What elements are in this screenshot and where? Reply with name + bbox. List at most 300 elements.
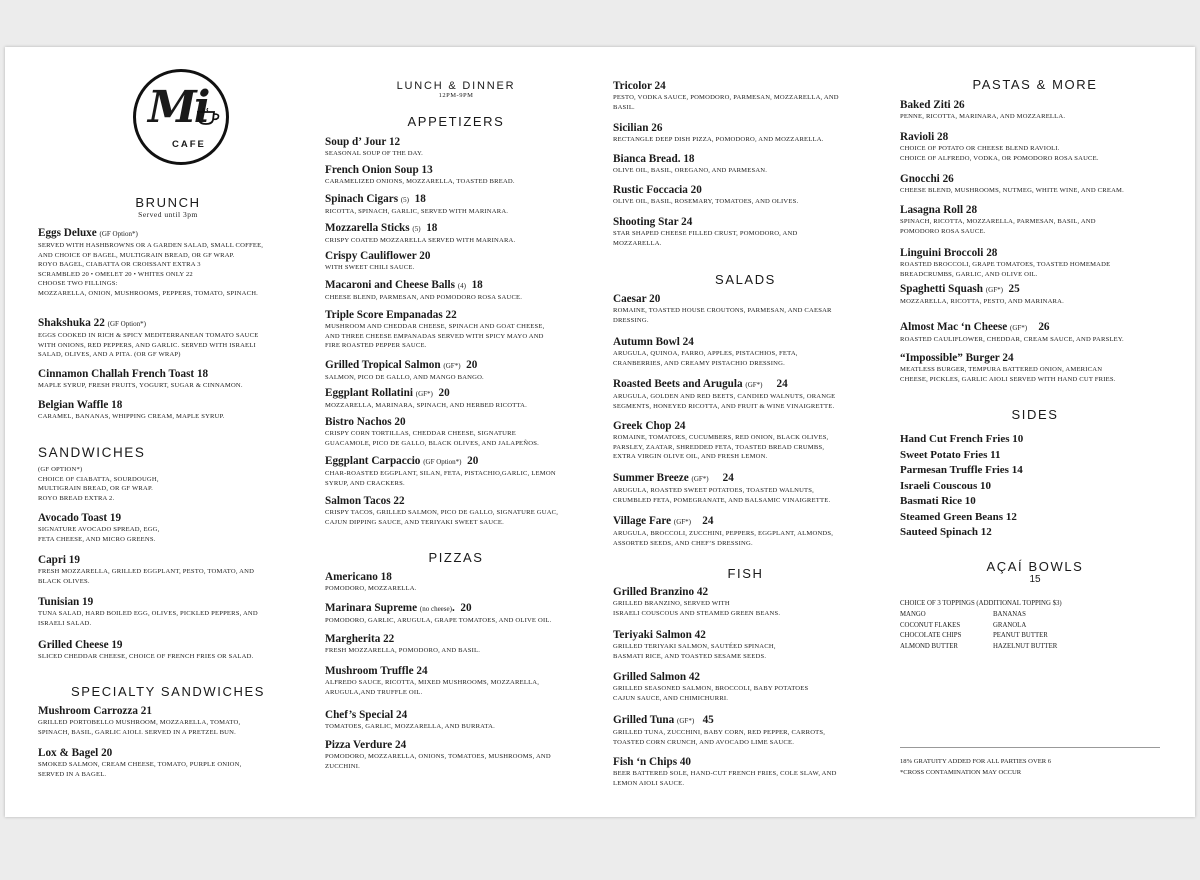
pizzas-header (325, 550, 587, 565)
footer-divider (900, 747, 1160, 748)
item-price: 18 (420, 222, 438, 234)
item-name-text: Grilled Cheese 19 (38, 639, 123, 651)
menu-item (613, 629, 878, 661)
acai-topping: CHOCOLATE CHIPS (900, 632, 962, 639)
menu-item-name (38, 317, 298, 331)
item-description-line: MUSHROOM AND CHEDDAR CHEESE, SPINACH AND GOAT CHEESE, (325, 323, 545, 330)
item-description-line: ASSORTED SEEDS, AND CHEF’S DRESSING. (613, 539, 753, 547)
menu-item (613, 80, 878, 112)
item-name-text: Mushroom Truffle 24 (325, 665, 428, 677)
item-name-text: Grilled Tropical Salmon (325, 359, 441, 371)
menu-item-name (900, 352, 1170, 365)
item-name-text: Autumn Bowl 24 (613, 336, 694, 348)
menu-item-name (38, 639, 298, 652)
item-description-line: ROYO BAGEL, CIABATTA OR CROISSANT EXTRA 3 (38, 261, 201, 269)
lunch-hours: 12PM-9PM (438, 92, 474, 99)
item-description-line: WITH SWEET CHILI SAUCE. (325, 264, 415, 271)
acai-price: 15 (1029, 574, 1041, 585)
item-description-line: ARUGULA, BROCCOLI, ZUCCHINI, PEPPERS, EGGPLANT, ALMONDS, (613, 530, 834, 537)
menu-item-name (38, 368, 298, 381)
side-item: Sweet Potato Fries 11 (900, 448, 1001, 461)
menu-item-name (613, 336, 878, 349)
menu-item-name (900, 204, 1170, 217)
menu-item (38, 317, 298, 360)
item-description-line: CRANBERRIES, AND CREAMY PISTACHIO DRESSING. (613, 359, 785, 367)
item-note: (GF*) (691, 475, 709, 483)
item-description-line: BASMATI RICE, AND TOASTED SESAME SEEDS. (613, 652, 767, 660)
menu-item (613, 293, 878, 325)
item-description-line: POMODORO, MOZZARELLA. (325, 585, 417, 592)
item-description-line: ISRAELI SALAD. (38, 619, 92, 627)
acai-intro: CHOICE OF 3 TOPPINGS (ADDITIONAL TOPPING $3) (900, 600, 1062, 607)
menu-item (613, 515, 878, 548)
side-item: Steamed Green Beans 12 (900, 510, 1017, 523)
acai-title: AÇAÍ BOWLS (986, 559, 1084, 574)
menu-item-name (613, 80, 878, 93)
item-description-line: SERVED IN A BAGEL. (38, 770, 107, 778)
menu-item-name (613, 671, 878, 684)
salads-header (613, 272, 878, 287)
pastas-header (900, 77, 1170, 92)
menu-item (613, 336, 878, 368)
item-name-text: Pizza Verdure 24 (325, 739, 407, 751)
sides-list (900, 432, 1023, 541)
item-name-text: Mushroom Carrozza 21 (38, 705, 152, 717)
menu-item-name (325, 164, 587, 177)
item-name-text: Grilled Salmon 42 (613, 671, 701, 683)
item-name-text: Summer Breeze (613, 472, 689, 484)
sandwiches-intro-line: (GF OPTION*) (38, 466, 83, 473)
item-description-line: SALMON, PICO DE GALLO, AND MANGO BANGO. (325, 374, 484, 381)
menu-item-name (613, 472, 878, 486)
item-description-line: ARUGULA, GOLDEN AND RED BEETS, CANDIED WALNUTS, ORANGE (613, 393, 836, 400)
item-description-line: SIGNATURE AVOCADO SPREAD, EGG, (38, 526, 160, 533)
lunch-header (325, 80, 587, 99)
menu-item (38, 747, 298, 779)
menu-item-name (38, 705, 298, 718)
item-description-line: ROASTED BROCCOLI, GRAPE TOMATOES, TOASTED HOMEMADE (900, 261, 1111, 268)
menu-item (325, 571, 587, 594)
item-description-line: TOMATOES, GARLIC, MOZZARELLA, AND BURRATA. (325, 723, 495, 730)
item-description-line: ZUCCHINI. (325, 762, 360, 770)
item-description-line: TOASTED CORN CRUNCH, AND AVOCADO LIME SAUCE. (613, 738, 795, 746)
item-note: (GF*) (677, 717, 695, 725)
item-name-text: Village Fare (613, 515, 672, 527)
menu-item (900, 99, 1170, 122)
item-price: 25 (1002, 283, 1020, 295)
menu-item (613, 756, 878, 788)
item-name-text: Fish ‘n Chips 40 (613, 756, 692, 768)
menu-item-name (613, 714, 878, 728)
item-description-line: SALAD, OLIVES, AND A PITA. (OR GF WRAP) (38, 351, 181, 359)
menu-item-name (613, 293, 878, 306)
menu-item-name (325, 193, 587, 207)
item-description-line: GRILLED PORTOBELLO MUSHROOM, MOZZARELLA, TOMATO, (38, 719, 241, 726)
item-note: (5) (400, 196, 410, 204)
item-description-line: TUNA SALAD, HARD BOILED EGG, OLIVES, PICKLED PEPPERS, AND (38, 610, 258, 617)
sides-title: SIDES (1011, 407, 1059, 422)
fish-title: FISH (727, 566, 764, 581)
acai-topping: COCONUT FLAKES (900, 621, 961, 629)
item-name-text: Baked Ziti 26 (900, 99, 965, 111)
item-name-text: Cinnamon Challah French Toast 18 (38, 368, 209, 380)
side-item: Basmati Rice 10 (900, 495, 976, 507)
coffee-cup-icon (196, 108, 222, 126)
item-description-line: SPINACH, RICOTTA, MOZZARELLA, PARMESAN, BASIL, AND (900, 218, 1096, 225)
item-description-line: MAPLE SYRUP, FRESH FRUITS, YOGURT, SUGAR & CINNAMON. (38, 382, 243, 389)
acai-toppings-left (900, 610, 990, 652)
item-name-text: Lasagna Roll 28 (900, 204, 978, 216)
item-note: (GF*) (415, 390, 433, 398)
menu-item (325, 665, 587, 697)
menu-item-name (325, 602, 587, 616)
item-description-line: PENNE, RICOTTA, MARINARA, AND MOZZARELLA. (900, 113, 1066, 120)
menu-item (325, 164, 587, 187)
menu-item-name (325, 222, 587, 236)
item-name-text: Almost Mac ‘n Cheese (900, 321, 1008, 333)
menu-item-name (613, 153, 878, 166)
salads-title: SALADS (715, 272, 776, 287)
item-description-line: MOZZARELLA, ONION, MUSHROOMS, PEPPERS, TOMATO, SPINACH. (38, 289, 259, 297)
item-description-line: OLIVE OIL, BASIL, OREGANO, AND PARMESAN. (613, 167, 768, 174)
item-description-line: RICOTTA, SPINACH, GARLIC, SERVED WITH MARINARA. (325, 208, 509, 215)
item-description-line: ARUGULA, ROASTED SWEET POTATOES, TOASTED WALNUTS, (613, 487, 814, 494)
menu-item (325, 387, 587, 411)
item-name-text: “Impossible” Burger 24 (900, 352, 1014, 364)
menu-item (613, 472, 878, 505)
menu-item (38, 554, 298, 586)
menu-item (38, 512, 298, 544)
item-note: (no cheese) (419, 605, 452, 613)
item-name-text: Gnocchi 26 (900, 173, 954, 185)
side-item: Parmesan Truffle Fries 14 (900, 464, 1023, 476)
menu-item (38, 227, 298, 299)
menu-item (613, 216, 878, 248)
item-note: (5) (412, 225, 421, 233)
sandwiches-section (38, 445, 146, 460)
menu-item (613, 671, 878, 703)
item-note: (GF Option*) (107, 320, 146, 328)
acai-topping: MANGO (900, 611, 926, 618)
logo-cafe-text: CAFE (172, 139, 206, 150)
item-description-line: STAR SHAPED CHEESE FILLED CRUST, POMODORO, AND (613, 230, 798, 237)
item-description-line: ROASTED CAULIFLOWER, CHEDDAR, CREAM SAUCE, AND PARSLEY. (900, 336, 1124, 343)
item-name-text: Margherita 22 (325, 633, 395, 645)
item-name-text: Crispy Cauliflower 20 (325, 250, 431, 262)
menu-item (325, 416, 587, 448)
acai-header (900, 559, 1170, 585)
side-item: Sauteed Spinach 12 (900, 526, 992, 538)
item-note: (GF*) (985, 286, 1003, 294)
sandwiches-intro-line: CHOICE OF CIABATTA, SOURDOUGH, (38, 475, 159, 483)
menu-item-name (38, 399, 298, 412)
side-item: Israeli Couscous 10 (900, 479, 992, 492)
item-description-line: CHEESE BLEND, MUSHROOMS, NUTMEG, WHITE WINE, AND CREAM. (900, 187, 1124, 194)
acai-topping: HAZELNUT BUTTER (993, 642, 1058, 650)
item-name-text: Bistro Nachos 20 (325, 416, 406, 428)
item-description-line: EGGS COOKED IN RICH & SPICY MEDITERRANEAN TOMATO SAUCE (38, 332, 259, 339)
item-price: 20 (460, 359, 478, 371)
item-description-line: GUACAMOLE, PICO DE GALLO, BLACK OLIVES, AND JALAPEÑOS. (325, 439, 539, 447)
item-name-text: Capri 19 (38, 554, 80, 566)
item-name-text: French Onion Soup 13 (325, 164, 433, 176)
item-description-line: BLACK OLIVES. (38, 577, 90, 585)
item-name-text: Sicilian 26 (613, 122, 663, 134)
menu-item-name (325, 416, 587, 429)
sandwiches-intro-line: MULTIGRAIN BREAD, OR GF WRAP. (38, 485, 153, 493)
item-name-text: Mozzarella Sticks (325, 222, 410, 234)
item-description-line: POMODORO, MOZZARELLA, ONIONS, TOMATOES, MUSHROOMS, AND (325, 753, 551, 760)
item-description-line: CHOOSE TWO FILLINGS: (38, 280, 118, 288)
item-description-line: GRILLED BRANZINO, SERVED WITH (613, 600, 730, 607)
cross-contamination-note: *CROSS CONTAMINATION MAY OCCUR (900, 768, 1022, 776)
item-description-line: FRESH MOZZARELLA, GRILLED EGGPLANT, PESTO, TOMATO, AND (38, 568, 255, 575)
menu-item-name (900, 247, 1170, 260)
item-description-line: CAJUN DIPPING SAUCE, AND TERIYAKI SWEET SAUCE. (325, 518, 504, 526)
menu-item (325, 709, 587, 732)
gratuity-note: 18% GRATUITY ADDED FOR ALL PARTIES OVER 6 (900, 758, 1052, 765)
menu-item (613, 122, 878, 145)
item-description-line: SEASONAL SOUP OF THE DAY. (325, 150, 424, 157)
item-description-line: RECTANGLE DEEP DISH PIZZA, POMODORO, AND MOZZARELLA. (613, 136, 824, 143)
brunch-header (38, 195, 298, 219)
menu-item-name (613, 515, 878, 529)
item-description-line: POMODORO, GARLIC, ARUGULA, GRAPE TOMATOES, AND OLIVE OIL. (325, 617, 552, 624)
item-name-text: Shooting Star 24 (613, 216, 693, 228)
item-description-line: CHOICE OF POTATO OR CHEESE BLEND RAVIOLI. (900, 145, 1060, 152)
item-description-line: DRESSING. (613, 316, 649, 324)
menu-item-name (38, 227, 298, 241)
item-name-text: Shakshuka 22 (38, 317, 105, 329)
item-note: (GF Option*) (423, 458, 462, 466)
menu-item (325, 136, 587, 159)
menu-item-name (900, 99, 1170, 112)
item-description-line: BREADCRUMBS, GARLIC, AND OLIVE OIL. (900, 270, 1038, 278)
menu-item-name (900, 173, 1170, 186)
menu-item-name (613, 420, 878, 433)
item-description-line: CRISPY CORN TORTILLAS, CHEDDAR CHEESE, SIGNATURE (325, 430, 516, 437)
menu-item (613, 153, 878, 176)
menu-item-name (325, 455, 587, 469)
menu-item-name (613, 184, 878, 197)
menu-item (38, 705, 298, 737)
item-name-text: Linguini Broccoli 28 (900, 247, 998, 259)
specialty-section (38, 684, 298, 699)
menu-item (900, 204, 1170, 236)
menu-item (613, 586, 878, 618)
item-price: . 20 (451, 602, 472, 614)
menu-item (900, 352, 1170, 384)
sides-header (900, 407, 1170, 422)
menu-item (325, 495, 587, 527)
mi-cafe-logo (133, 69, 229, 165)
pizzas-title: PIZZAS (428, 550, 484, 565)
acai-topping: PEANUT BUTTER (993, 632, 1048, 639)
menu-item (38, 639, 298, 662)
item-description-line: PARSLEY, ZAATAR, SHREDDED FETA, TOASTED BREAD CRUMBS, (613, 443, 825, 451)
item-name-text: Eggs Deluxe (38, 227, 97, 239)
menu-item (900, 283, 1170, 307)
item-name-text: Greek Chop 24 (613, 420, 686, 432)
item-name-text: Americano 18 (325, 571, 392, 583)
menu-item-name (325, 633, 587, 646)
menu-item-name (325, 571, 587, 584)
menu-item-name (325, 359, 587, 373)
item-description-line: FIRE ROASTED PEPPER SAUCE. (325, 342, 427, 350)
item-name-text: Teriyaki Salmon 42 (613, 629, 706, 641)
item-description-line: SPINACH, BASIL, GARLIC AIOLI. SERVED IN A PRETZEL BUN. (38, 728, 236, 736)
item-description-line: ISRAELI COUSCOUS AND STEAMED GREEN BEANS. (613, 609, 781, 617)
item-description-line: SERVED WITH HASHBROWNS OR A GARDEN SALAD, SMALL COFFEE, (38, 242, 264, 249)
menu-item-name (325, 136, 587, 149)
menu-item (325, 739, 587, 771)
item-description-line: BASIL. (613, 103, 635, 111)
item-price: 20 (461, 455, 479, 467)
item-price: 24 (691, 515, 714, 527)
brunch-title: BRUNCH (135, 195, 201, 210)
item-description-line: SYRUP, AND CRACKERS. (325, 479, 405, 487)
item-description-line: CARAMEL, BANANAS, WHIPPING CREAM, MAPLE SYRUP. (38, 413, 225, 420)
item-price: 18 (465, 279, 483, 291)
item-description-line: CRISPY COATED MOZZARELLA SERVED WITH MARINARA. (325, 237, 516, 244)
menu-item-name (900, 131, 1170, 144)
item-note: (GF*) (673, 518, 692, 526)
specialty-title: SPECIALTY SANDWICHES (70, 684, 266, 699)
menu-item (325, 359, 587, 383)
menu-item-name (325, 665, 587, 678)
item-name-text: Eggplant Carpaccio (325, 455, 421, 467)
item-price: 20 (432, 387, 450, 399)
item-description-line: ARUGULA,AND TRUFFLE OIL. (325, 688, 423, 696)
item-name-text: Macaroni and Cheese Balls (325, 279, 456, 291)
menu-item (325, 222, 587, 246)
item-description-line: FETA CHEESE, AND MICRO GREENS. (38, 535, 156, 543)
menu-item-name (38, 747, 298, 760)
item-description-line: POMODORO ROSA SAUCE. (900, 227, 986, 235)
menu-item-name (900, 283, 1170, 297)
item-description-line: PESTO, VODKA SAUCE, POMODORO, PARMESAN, MOZZARELLA, AND (613, 94, 839, 101)
menu-item (900, 131, 1170, 163)
item-price: 24 (708, 472, 734, 484)
item-description-line: ARUGULA, QUINOA, FARRO, APPLES, PISTACHIOS, FETA, (613, 350, 798, 357)
side-item: Hand Cut French Fries 10 (900, 433, 1024, 445)
item-description-line: GRILLED TERIYAKI SALMON, SAUTÉED SPINACH, (613, 643, 776, 650)
menu-item-name (613, 756, 878, 769)
item-description-line: CRISPY TACOS, GRILLED SALMON, PICO DE GALLO, SIGNATURE GUAC, (325, 509, 559, 516)
item-description-line: ROMAINE, TOASTED HOUSE CROUTONS, PARMESAN, AND CAESAR (613, 307, 832, 314)
item-description-line: BEER BATTERED SOLE, HAND-CUT FRENCH FRIES, COLE SLAW, AND (613, 770, 837, 777)
item-name-text: Chef’s Special 24 (325, 709, 408, 721)
menu-item-name (325, 739, 587, 752)
sandwiches-intro-line: ROYO BREAD EXTRA 2. (38, 494, 115, 502)
item-description-line: GRILLED SEASONED SALMON, BROCCOLI, BABY POTATOES (613, 685, 809, 692)
logo-mi-text: Mi (148, 82, 208, 133)
item-description-line: GRILLED TUNA, ZUCCHINI, BABY CORN, RED PEPPER, CARROTS, (613, 729, 826, 736)
item-description-line: OLIVE OIL, BASIL, ROSEMARY, TOMATOES, AND OLIVES. (613, 198, 799, 205)
item-name-text: Salmon Tacos 22 (325, 495, 405, 507)
item-note: (4) (457, 282, 466, 290)
item-description-line: CAJUN SAUCE, AND CHIMICHURRI. (613, 694, 729, 702)
menu-item (900, 247, 1170, 279)
item-note: (GF*) (745, 381, 763, 389)
menu-item-name (325, 495, 587, 508)
menu-item-name (613, 378, 878, 392)
sandwiches-intro (38, 465, 298, 503)
item-description-line: ALFREDO SAUCE, RICOTTA, MIXED MUSHROOMS, MOZZARELLA, (325, 679, 540, 686)
menu-item-name (900, 321, 1170, 335)
item-description-line: EXTRA VIRGIN OLIVE OIL, AND FRESH LEMON. (613, 453, 768, 461)
item-name-text: Avocado Toast 19 (38, 512, 122, 524)
menu-item (38, 596, 298, 628)
pastas-title: PASTAS & MORE (972, 77, 1098, 92)
menu-item (613, 184, 878, 207)
item-description-line: CHAR-ROASTED EGGPLANT, SILAN, FETA, PISTACHIO,GARLIC, LEMON (325, 470, 556, 477)
menu-item-name (613, 629, 878, 642)
menu-item-name (38, 554, 298, 567)
menu-item-name (38, 512, 298, 525)
item-description-line: AND CHOICE OF BAGEL, MULTIGRAIN BREAD, OR GF WRAP. (38, 251, 235, 259)
item-description-line: ROMAINE, TOMATOES, CUCUMBERS, RED ONION, BLACK OLIVES, (613, 434, 829, 441)
menu-item (38, 399, 298, 422)
menu-item (325, 279, 587, 303)
item-description-line: CARAMELIZED ONIONS, MOZZARELLA, TOASTED BREAD. (325, 178, 515, 185)
menu-item (325, 602, 587, 626)
menu-item (325, 309, 587, 351)
item-price: 24 (762, 378, 788, 390)
menu-item (613, 378, 878, 411)
item-price: 45 (694, 714, 714, 726)
appetizers-header (325, 114, 587, 129)
acai-topping: GRANOLA (993, 621, 1027, 629)
item-name-text: Belgian Waffle 18 (38, 399, 123, 411)
footer-notes (900, 757, 1051, 778)
menu-item (900, 173, 1170, 196)
item-name-text: Triple Score Empanadas 22 (325, 309, 457, 321)
item-name-text: Tricolor 24 (613, 80, 666, 92)
menu-item-name (325, 709, 587, 722)
menu-item (325, 193, 587, 217)
item-description-line: MEATLESS BURGER, TEMPURA BATTERED ONION, AMERICAN (900, 366, 1103, 373)
menu-item-name (38, 596, 298, 609)
menu-item (325, 633, 587, 656)
item-name-text: Caesar 20 (613, 293, 661, 305)
item-description-line: LEMON AIOLI SAUCE. (613, 779, 685, 787)
acai-toppings-right (993, 610, 1113, 652)
menu-item-name (325, 387, 587, 401)
item-description-line: SEGMENTS, HONEYED RICOTTA, AND FRUIT & WINE VINAIGRETTE. (613, 402, 835, 410)
item-name-text: Soup d’ Jour 12 (325, 136, 401, 148)
menu-item-name (613, 586, 878, 599)
acai-topping: BANANAS (993, 611, 1026, 618)
item-name-text: Eggplant Rollatini (325, 387, 413, 399)
item-description-line: SMOKED SALMON, CREAM CHEESE, TOMATO, PURPLE ONION, (38, 761, 242, 768)
item-name-text: Roasted Beets and Arugula (613, 378, 743, 390)
sandwiches-title: SANDWICHES (38, 445, 146, 460)
item-name-text: Rustic Foccacia 20 (613, 184, 702, 196)
item-note: (GF*) (443, 362, 461, 370)
menu-item-name (325, 279, 587, 293)
menu-item (325, 250, 587, 273)
menu-item-name (613, 216, 878, 229)
item-description-line: CHEESE, PICKLES, GARLIC AIOLI SERVED WITH HAND CUT FRIES. (900, 375, 1116, 383)
item-description-line: CHEESE BLEND, PARMESAN, AND POMODORO ROSA SAUCE. (325, 294, 523, 301)
brunch-subtitle: Served until 3pm (138, 210, 198, 219)
menu-item-name (613, 122, 878, 135)
acai-topping: ALMOND BUTTER (900, 642, 958, 650)
item-name-text: Lox & Bagel 20 (38, 747, 113, 759)
item-name-text: Grilled Branzino 42 (613, 586, 709, 598)
menu-item-name (325, 250, 587, 263)
